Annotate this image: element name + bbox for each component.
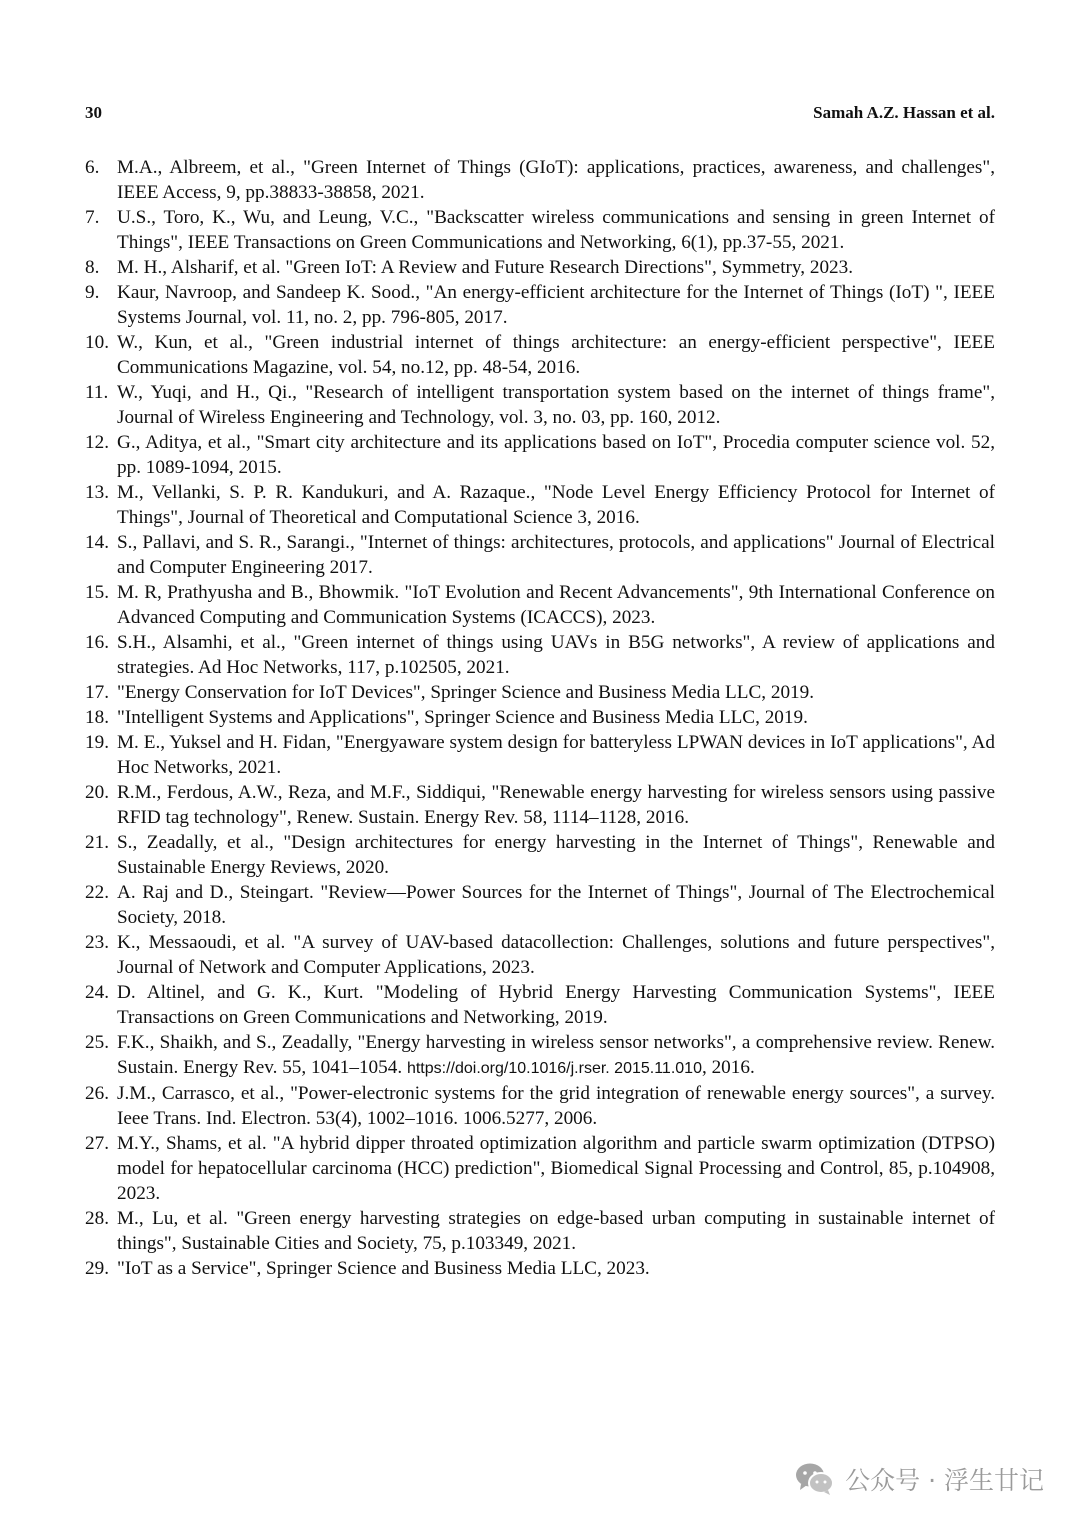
reference-number: 25. — [85, 1032, 109, 1053]
reference-number: 28. — [85, 1208, 109, 1229]
reference-text — [117, 430, 995, 480]
reference-number: 12. — [85, 432, 109, 453]
reference-item — [85, 1206, 995, 1256]
reference-number: 18. — [85, 707, 109, 728]
reference-text — [117, 1131, 995, 1206]
reference-text — [117, 830, 995, 880]
reference-number: 26. — [85, 1083, 109, 1104]
reference-number: 10. — [85, 332, 109, 353]
reference-number: 19. — [85, 732, 109, 753]
reference-body: M. H., Alsharif, et al. "Green IoT: A Review and Future Research Directions", Symmetry, 2023. — [117, 257, 854, 278]
reference-number: 20. — [85, 782, 109, 803]
reference-item — [85, 1131, 995, 1206]
reference-number: 15. — [85, 582, 109, 603]
reference-item — [85, 1030, 995, 1081]
reference-item — [85, 280, 995, 330]
reference-item — [85, 680, 995, 705]
reference-text — [117, 780, 995, 830]
reference-item — [85, 880, 995, 930]
reference-text — [117, 480, 995, 530]
reference-text — [117, 980, 995, 1030]
reference-item — [85, 630, 995, 680]
page-header — [85, 103, 995, 127]
reference-number: 29. — [85, 1258, 109, 1279]
reference-item — [85, 730, 995, 780]
reference-number: 11. — [85, 382, 109, 403]
reference-item — [85, 330, 995, 380]
reference-number: 17. — [85, 682, 109, 703]
reference-body: "IoT as a Service", Springer Science and Business Media LLC, 2023. — [117, 1258, 650, 1279]
reference-item — [85, 1256, 995, 1281]
reference-text — [117, 530, 995, 580]
reference-item — [85, 1081, 995, 1131]
reference-body: S.H., Alsamhi, et al., "Green internet of things using UAVs in B5G networks", A review of applications and strategies. Ad Hoc Networks, 117, p.102505, 2021. — [117, 632, 995, 678]
reference-text — [117, 205, 995, 255]
reference-body: G., Aditya, et al., "Smart city architecture and its applications based on IoT", Procedia computer science vol. 52, pp. 1089-1094, 2015. — [117, 432, 995, 478]
reference-text — [117, 580, 995, 630]
reference-item — [85, 380, 995, 430]
reference-number: 21. — [85, 832, 109, 853]
reference-item — [85, 155, 995, 205]
reference-body: M.Y., Shams, et al. "A hybrid dipper throated optimization algorithm and particle swarm optimization (DTPSO) model for hepatocellular carcinoma (HCC) prediction", Biomedical Signal Processing and Control, 85, p.104908, 2023. — [117, 1133, 995, 1204]
reference-body: S., Pallavi, and S. R., Sarangi., "Internet of things: architectures, protocols, and applications" Journal of Electrical and Computer Engineering 2017. — [117, 532, 995, 578]
reference-item — [85, 530, 995, 580]
reference-body: R.M., Ferdous, A.W., Reza, and M.F., Siddiqui, "Renewable energy harvesting for wireless sensors using passive RFID tag technology", Renew. Sustain. Energy Rev. 58, 1114–1128, 2016. — [117, 782, 995, 828]
reference-body: A. Raj and D., Steingart. "Review—Power Sources for the Internet of Things", Journal of The Electrochemical Society, 2018. — [117, 882, 995, 928]
reference-number: 22. — [85, 882, 109, 903]
reference-body: "Intelligent Systems and Applications", Springer Science and Business Media LLC, 2019. — [117, 707, 808, 728]
watermark-text: 公众号 · 浮生廿记 — [845, 1466, 1044, 1495]
reference-text — [117, 155, 995, 205]
reference-text — [117, 380, 995, 430]
reference-number: 6. — [85, 157, 100, 178]
reference-body: J.M., Carrasco, et al., "Power-electronic systems for the grid integration of renewable energy sources", a survey. Ieee Trans. Ind. Electron. 53(4), 1002–1016. 1006.5277, 2006. — [117, 1083, 995, 1129]
reference-body: M. R, Prathyusha and B., Bhowmik. "IoT Evolution and Recent Advancements", 9th International Conference on Advanced Computing and Communication Systems (ICACCS), 2023. — [117, 582, 995, 628]
reference-number: 23. — [85, 932, 109, 953]
reference-body: F.K., Shaikh, and S., Zeadally, "Energy harvesting in wireless sensor networks", a comprehensive review. Renew. Sustain. Energy Rev. 55, 1041–1054. — [117, 1032, 995, 1078]
reference-number: 27. — [85, 1133, 109, 1154]
reference-body: W., Yuqi, and H., Qi., "Research of intelligent transportation system based on the internet of things frame", Journal of Wireless Engineering and Technology, vol. 3, no. 03, pp. 160, 2012. — [117, 382, 995, 428]
reference-text — [117, 1030, 995, 1081]
reference-item — [85, 980, 995, 1030]
reference-item — [85, 930, 995, 980]
reference-text — [117, 330, 995, 380]
reference-tail: , 2016. — [701, 1057, 755, 1078]
reference-item — [85, 480, 995, 530]
reference-number: 8. — [85, 257, 100, 278]
reference-body: M. E., Yuksel and H. Fidan, "Energyaware system design for batteryless LPWAN devices in IoT applications", Ad Hoc Networks, 2021. — [117, 732, 995, 778]
reference-item — [85, 830, 995, 880]
reference-text — [117, 705, 995, 730]
page-number: 30 — [85, 103, 102, 122]
reference-number: 7. — [85, 207, 100, 228]
watermark — [795, 1461, 1044, 1497]
reference-body: Kaur, Navroop, and Sandeep K. Sood., "An energy-efficient architecture for the Internet of Things (IoT) ", IEEE Systems Journal, vol. 11, no. 2, pp. 796-805, 2017. — [117, 282, 995, 328]
reference-text — [117, 680, 995, 705]
wechat-icon — [795, 1462, 835, 1496]
reference-number: 9. — [85, 282, 100, 303]
reference-text — [117, 730, 995, 780]
reference-item — [85, 705, 995, 730]
reference-item — [85, 205, 995, 255]
reference-body: M.A., Albreem, et al., "Green Internet of Things (GIoT): applications, practices, awareness, and challenges", IEEE Access, 9, pp.38833-38858, 2021. — [117, 157, 995, 203]
reference-text — [117, 1206, 995, 1256]
reference-number: 24. — [85, 982, 109, 1003]
reference-number: 16. — [85, 632, 109, 653]
reference-text — [117, 1256, 995, 1281]
reference-text — [117, 280, 995, 330]
reference-body: K., Messaoudi, et al. "A survey of UAV-based datacollection: Challenges, solutions and future perspectives", Journal of Network and Computer Applications, 2023. — [117, 932, 995, 978]
reference-body: D. Altinel, and G. K., Kurt. "Modeling of Hybrid Energy Harvesting Communication Systems", IEEE Transactions on Green Communications and Networking, 2019. — [117, 982, 995, 1028]
reference-text — [117, 880, 995, 930]
reference-number: 14. — [85, 532, 109, 553]
reference-body: "Energy Conservation for IoT Devices", Springer Science and Business Media LLC, 2019. — [117, 682, 815, 703]
reference-item — [85, 580, 995, 630]
reference-item — [85, 780, 995, 830]
reference-doi-link[interactable]: https://doi.org/10.1016/j.rser. 2015.11.010 — [406, 1060, 702, 1077]
reference-body: M., Vellanki, S. P. R. Kandukuri, and A. Razaque., "Node Level Energy Efficiency Protocol for Internet of Things", Journal of Theoretical and Computational Science 3, 2016. — [117, 482, 995, 528]
reference-item — [85, 255, 995, 280]
reference-body: M., Lu, et al. "Green energy harvesting strategies on edge-based urban computing in sustainable internet of things", Sustainable Cities and Society, 75, p.103349, 2021. — [117, 1208, 995, 1254]
reference-item — [85, 430, 995, 480]
reference-number: 13. — [85, 482, 109, 503]
reference-text — [117, 255, 995, 280]
reference-body: U.S., Toro, K., Wu, and Leung, V.C., "Backscatter wireless communications and sensing in green Internet of Things", IEEE Transactions on Green Communications and Networking, 6(1), pp.37-55, 2021. — [117, 207, 995, 253]
reference-list — [85, 155, 995, 1281]
reference-body: S., Zeadally, et al., "Design architectures for energy harvesting in the Internet of Things", Renewable and Sustainable Energy Reviews, 2020. — [117, 832, 995, 878]
reference-text — [117, 930, 995, 980]
running-head: Samah A.Z. Hassan et al. — [813, 103, 995, 122]
reference-text — [117, 630, 995, 680]
reference-text — [117, 1081, 995, 1131]
reference-body: W., Kun, et al., "Green industrial internet of things architecture: an energy-efficient perspective", IEEE Communications Magazine, vol. 54, no.12, pp. 48-54, 2016. — [117, 332, 995, 378]
